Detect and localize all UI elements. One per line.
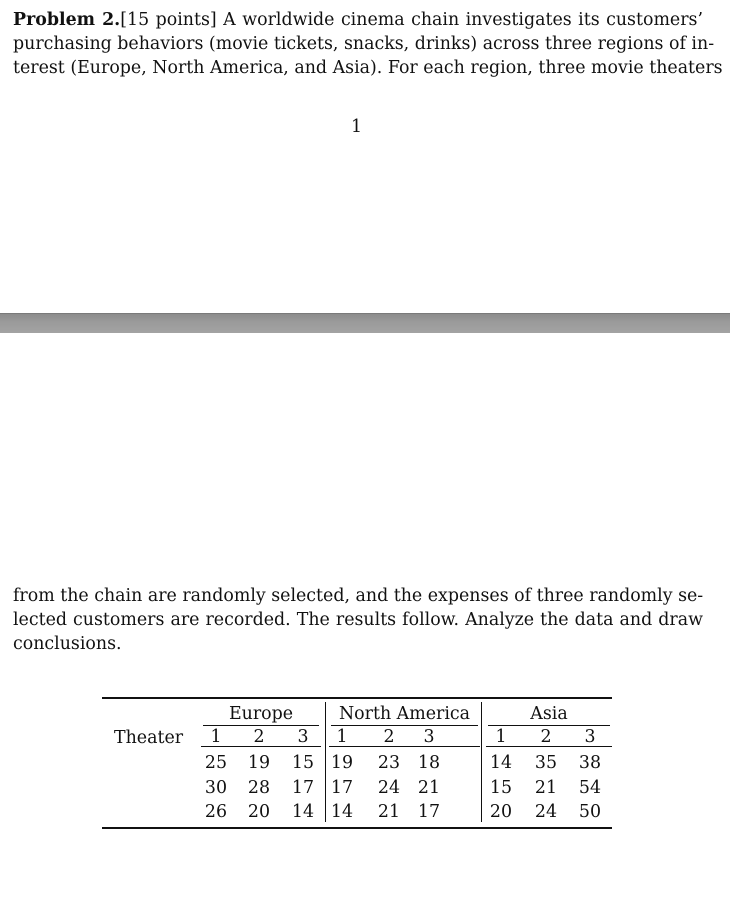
theater-number: 1 (210, 727, 222, 747)
table-cell: 28 (247, 778, 271, 798)
table-cell: 19 (247, 753, 271, 773)
theater-number: 2 (253, 727, 265, 747)
data-table (102, 697, 612, 831)
text-line: from the chain are randomly selected, and the expenses of three randomly se- (13, 586, 704, 606)
table-top-rule (102, 697, 612, 699)
table-cell: 20 (247, 802, 271, 822)
text-line (13, 8, 703, 32)
table-cell: 24 (377, 778, 401, 798)
problem-statement-part2 (13, 584, 703, 656)
page-1-bottom (0, 0, 730, 313)
region-header: Europe (228, 704, 294, 724)
table-cell: 15 (291, 753, 315, 773)
table-cell: 35 (534, 753, 558, 773)
table-cell: 24 (534, 802, 558, 822)
region-separator (325, 702, 326, 822)
page-divider (0, 313, 730, 333)
theater-number: 3 (584, 727, 596, 747)
table-cell: 14 (291, 802, 315, 822)
table-cell: 38 (578, 753, 602, 773)
table-cell: 21 (377, 802, 401, 822)
theater-number: 3 (297, 727, 309, 747)
table-cell: 17 (330, 778, 354, 798)
table-bottom-rule (102, 827, 612, 829)
page-number: 1 (350, 117, 363, 137)
table-cell: 14 (489, 753, 513, 773)
table-cell: 26 (204, 802, 228, 822)
text-line: conclusions. (13, 634, 122, 654)
table-cell: 23 (377, 753, 401, 773)
table-cell: 15 (489, 778, 513, 798)
text-fragment: A worldwide cinema chain investigates its customers’ (216, 10, 703, 30)
table-cell: 19 (330, 753, 354, 773)
theater-number: 1 (495, 727, 507, 747)
table-cell: 18 (417, 753, 441, 773)
theater-number: 2 (540, 727, 552, 747)
table-cell: 30 (204, 778, 228, 798)
table-cell: 50 (578, 802, 602, 822)
table-cell: 17 (291, 778, 315, 798)
table-cell: 17 (417, 802, 441, 822)
table-cell: 14 (330, 802, 354, 822)
theater-number: 2 (383, 727, 395, 747)
theater-number: 3 (423, 727, 435, 747)
table-cell: 54 (578, 778, 602, 798)
problem-statement-part1 (13, 8, 723, 80)
text-line: terest (Europe, North America, and Asia). For each region, three movie theaters (13, 58, 723, 78)
region-separator (481, 702, 482, 822)
theater-number: 1 (336, 727, 348, 747)
table-cell: 20 (489, 802, 513, 822)
table-cell: 25 (204, 753, 228, 773)
row-header-theater: Theater (114, 728, 184, 748)
table-cell: 21 (534, 778, 558, 798)
text-line: lected customers are recorded. The results follow. Analyze the data and draw (13, 610, 703, 630)
region-header: Asia (530, 704, 568, 724)
points-label: [15 points] (120, 10, 217, 30)
table-cell: 21 (417, 778, 441, 798)
text-line: purchasing behaviors (movie tickets, snacks, drinks) across three regions of in- (13, 34, 715, 54)
problem-label: Problem 2. (13, 10, 121, 30)
region-header: North America (338, 704, 471, 724)
